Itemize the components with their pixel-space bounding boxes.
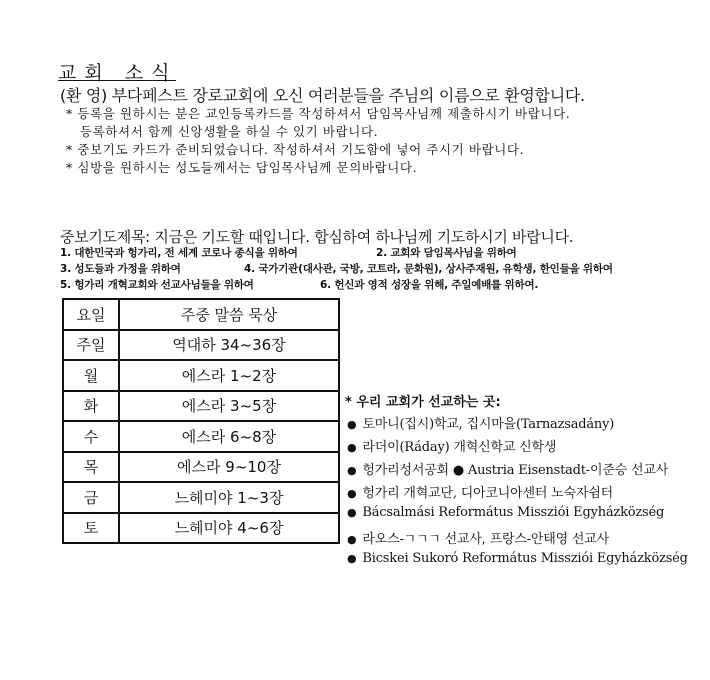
heading-underline <box>58 80 176 81</box>
mission-item <box>347 505 664 520</box>
page-heading: 교회 소식 <box>58 62 178 84</box>
reading-cell: 에스라 3~5장 <box>119 391 339 422</box>
table-row <box>63 452 339 483</box>
welcome-message: (환 영) 부다페스트 장로교회에 오신 여러분들을 주님의 이름으로 환영합니다. <box>60 86 585 105</box>
mission-item-label: 라오스-ㄱㄱㄱ 선교사, 프랑스-안태영 선교사 <box>362 532 609 547</box>
mission-item-label: 헝가리 개혁교단, 디아코니아센터 노숙자쉼터 <box>362 486 613 501</box>
column-header-day: 요일 <box>63 299 119 330</box>
table-row <box>63 391 339 422</box>
day-cell: 화 <box>63 391 119 422</box>
bullet-icon: ● <box>347 441 357 454</box>
reading-cell: 에스라 9~10장 <box>119 452 339 483</box>
reading-cell: 에스라 6~8장 <box>119 421 339 452</box>
reading-cell: 느헤미야 1~3장 <box>119 482 339 513</box>
bullet-icon: ● <box>347 506 357 519</box>
day-cell: 주일 <box>63 330 119 361</box>
mission-item <box>347 482 613 501</box>
table-row <box>63 513 339 544</box>
bullet-icon: ● <box>347 487 357 500</box>
table-row <box>63 360 339 391</box>
bullet-icon: ● <box>347 552 357 565</box>
bullet-icon: ● <box>347 464 357 477</box>
bible-reading-table <box>62 298 340 544</box>
notice-registration: * 등록을 원하시는 분은 교인등록카드를 작성하셔서 담임목사님께 제출하시기 바랍니다. <box>66 106 571 121</box>
column-header-reading: 주중 말씀 묵상 <box>119 299 339 330</box>
bullet-icon: ● <box>347 418 357 431</box>
reading-cell: 역대하 34~36장 <box>119 330 339 361</box>
mission-item-label: 토마니(집시)학교, 집시마을(Tarnazsadány) <box>362 417 615 432</box>
mission-item <box>347 459 668 478</box>
day-cell: 금 <box>63 482 119 513</box>
table-row <box>63 482 339 513</box>
prayer-item: 2. 교회와 담임목사님을 위하여 <box>376 247 517 259</box>
table-row <box>63 330 339 361</box>
mission-item <box>347 551 688 566</box>
prayer-item: 6. 헌신과 영적 성장을 위해, 주일예배를 위하여. <box>320 279 539 291</box>
prayer-item: 5. 헝가리 개혁교회와 선교사님들을 위하여 <box>60 279 254 291</box>
mission-item <box>347 436 556 455</box>
prayer-item: 1. 대한민국과 헝가리, 전 세계 코로나 종식을 위하여 <box>60 247 298 259</box>
table-row <box>63 421 339 452</box>
mission-item <box>347 528 609 547</box>
mission-item-label: 라더이(Ráday) 개혁신학교 신학생 <box>362 440 557 455</box>
mission-item-label: Bicskei Sukoró Református Missziói Egyházközség <box>362 551 688 566</box>
missions-title: * 우리 교회가 선교하는 곳: <box>345 395 501 410</box>
prayer-item: 4. 국가기관(대사관, 국방, 코트라, 문화원), 상사주재원, 유학생, 한인들을 위하여 <box>244 263 613 275</box>
prayer-title: 중보기도제목: 지금은 기도할 때입니다. 합심하여 하나님께 기도하시기 바랍니다. <box>60 228 574 246</box>
notice-visitation: * 심방을 원하시는 성도들께서는 담임목사님께 문의바랍니다. <box>66 160 418 175</box>
day-cell: 목 <box>63 452 119 483</box>
reading-cell: 에스라 1~2장 <box>119 360 339 391</box>
notice-registration-cont: 등록하셔서 함께 신앙생활을 하실 수 있기 바랍니다. <box>80 124 379 139</box>
reading-cell: 느헤미야 4~6장 <box>119 513 339 544</box>
mission-item <box>347 413 614 432</box>
bullet-icon: ● <box>347 533 357 546</box>
prayer-item: 3. 성도들과 가정을 위하여 <box>60 263 181 275</box>
table-header-row <box>63 299 339 330</box>
mission-item-label: 헝가리성서공회 ● Austria Eisenstadt-이준승 선교사 <box>362 463 669 478</box>
day-cell: 월 <box>63 360 119 391</box>
mission-item-label: Bácsalmási Református Missziói Egyházközség <box>362 505 665 520</box>
day-cell: 토 <box>63 513 119 544</box>
day-cell: 수 <box>63 421 119 452</box>
notice-prayer-card: * 중보기도 카드가 준비되었습니다. 작성하셔서 기도함에 넣어 주시기 바랍니다. <box>66 142 525 157</box>
